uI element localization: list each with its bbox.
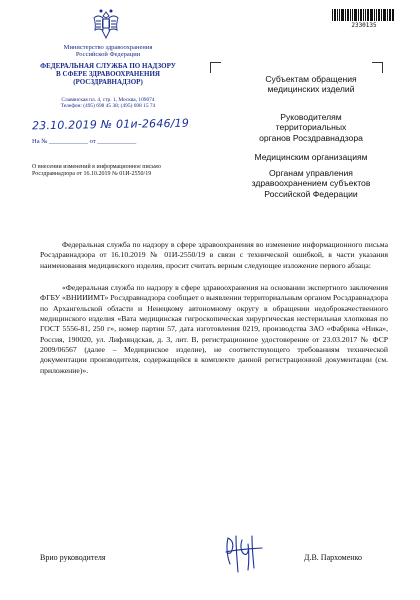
coat-of-arms-icon [92,8,120,40]
recipient-item: Органам управления здравоохранением субъектов Российской Федерации [251,168,371,199]
barcode-icon [332,9,394,21]
address-corner-right [372,62,383,73]
barcode-number: 2330135 [351,22,377,29]
body-paragraph: «Федеральная служба по надзору в сфере здравоохранения на основании экспертного заключения ФГБУ «ВНИИИМТ» Росздравнадзора сообщает о выявлении территориальным органом Росздравнадзора по Архангельской области и Ненецкому автономному округу в обращении недоброкачественного медицинского изделия «Вата медицинская гигроскопическая хирургическая нестерильная хлопковая по ГОСТ 5556-81, 250 г», номер партии 57, дата изготовления 0219, производства ЗАО «Фабрика «Ника», Россия, 190020, ул. Лифляндская, д. 3, лит. В, регистрационное удостоверение от 23.03.2017 № ФСР 2009/06567 (далее – Медицинское изделие), не соответствующего требованиям технической документации производителя, содержащейся в комплекте данной регистрационной документации (см. приложение)». [40,283,388,375]
address-corner-left [210,62,221,73]
signatory-position: Врио руководителя [40,553,106,562]
recipient-item: Медицинским организациям [254,152,368,162]
reference-number-row: На № ____________ от ____________ [32,138,137,145]
service-address: Славянская пл. 4, стр. 1, Москва, 109074 Телефон: (495) 698 45 38; (495) 698 15 74 [60,97,156,110]
recipient-item: Руководителям территориальных органов Росздравнадзора [259,112,363,143]
ministry-name: Министерство здравоохранения Российской Федерации [63,44,153,59]
recipient-item: Субъектам обращения медицинских изделий [265,74,357,95]
service-name: ФЕДЕРАЛЬНАЯ СЛУЖБА ПО НАДЗОРУ В СФЕРЕ ЗДРАВООХРАНЕНИЯ (РОСЗДРАВНАДЗОР) [40,62,176,87]
body-paragraph: Федеральная служба по надзору в сфере здравоохранения во изменение информационного письма Росздравнадзора от 16.10.2019 № 01И-2550/19 в связи с технической ошибкой, в части указания наименования медицинского изделия, просит считать верным следующее изложение первого абзаца: [40,240,388,270]
letter-subject: О внесении изменений в информационное письмо Росздравнадзора от 16.10.2019 № 01И-2550/19 [32,164,161,178]
handwritten-signature [222,530,266,574]
signatory-name: Д.В. Пархоменко [304,553,363,562]
handwritten-date-number: 23.10.2019 № 01и-2646/19 [31,116,190,133]
